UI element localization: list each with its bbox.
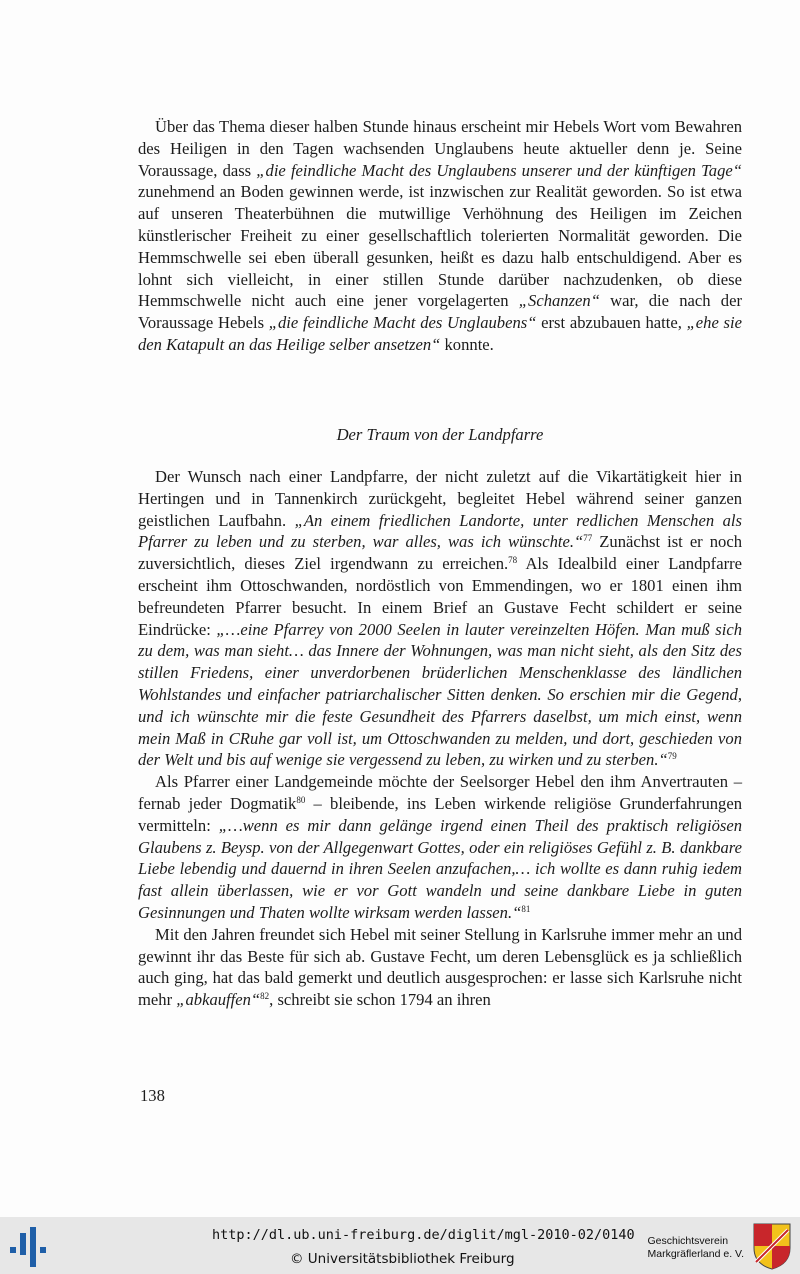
body-text-section <box>138 466 742 1011</box>
quotation: „ehe sie den Katapult an das Heilige selber ansetzen“ <box>138 313 742 354</box>
copyright-notice: © Universitätsbibliothek Freiburg <box>290 1251 515 1267</box>
society-line: Markgräflerland e. V. <box>647 1248 744 1260</box>
quotation: „An einem friedlichen Landorte, unter redlichen Menschen als Pfarrer zu leben und zu sterben, war alles, was ich wünschte.“ <box>138 510 742 552</box>
quotation: „die feindliche Macht des Unglaubens“ <box>268 313 537 333</box>
footnote-ref: 79 <box>667 751 677 762</box>
section-heading: Der Traum von der Landpfarre <box>336 425 544 444</box>
permalink-url[interactable]: http://dl.ub.uni-freiburg.de/diglit/mgl-2010-02/0140 <box>212 1227 635 1243</box>
paragraph <box>138 466 742 771</box>
society-name <box>648 1235 745 1261</box>
footnote-ref: 78 <box>508 555 518 566</box>
text-run: , schreibt sie schon 1794 an ihren <box>269 990 491 1010</box>
footnote-ref: 82 <box>260 991 270 1002</box>
quotation: „…wenn es mir dann gelänge irgend einen Theil des praktisch religiösen Glaubens z. Beysp. von der Allgegenwart Gottes, oder ein religiöses Gefühl z. B. dankbare Liebe lebendig und dauernd in ihren Seelen anzufachen,… ich wollte es dann ruhig iedem fast allein überlassen, wie er vor Gott wandeln und seine dankbare Liebe in guten Gesinnungen und Thaten wollte wirksam werden lassen.“ <box>138 815 742 922</box>
body-text-top <box>138 116 742 356</box>
text-run: Mit den Jahren freundet sich Hebel mit seiner Stellung in Karlsruhe immer mehr an und gewinnt ihr das Beste für sich ab. Gustave Fecht, um deren Lebensglück es ja schließlich auch ging, hat das bald gemerkt und deutlich ausgesprochen: er lasse sich Karlsruhe nicht mehr <box>138 924 742 1010</box>
coat-of-arms-icon[interactable] <box>752 1222 792 1270</box>
quotation: „abkauffen“ <box>176 990 261 1010</box>
text-run: Als Idealbild einer Landpfarre erscheint ihm Ottoschwanden, nordöstlich von Emmendingen, wo er 1801 einen ihm befreundeten Pfarrer besucht. In einem Brief an Gustave Fecht schildert er seine Eindrücke: <box>138 554 742 639</box>
text-run: Der Wunsch nach einer Landpfarre, der nicht zuletzt auf die Vikartätigkeit hier in Hertingen und in Tannenkirch zurückgeht, begleitet Hebel während seiner ganzen geistlichen Laufbahn. <box>138 467 742 530</box>
footnote-ref: 80 <box>296 794 306 805</box>
quotation: „Schanzen“ <box>518 291 600 311</box>
text-run: Zunächst ist er noch zuversichtlich, dieses Ziel irgendwann zu erreichen. <box>138 532 742 574</box>
paragraph <box>138 116 742 356</box>
paragraph <box>138 771 742 924</box>
quotation: „die feindliche Macht des Unglaubens unserer und der künftigen Tage“ <box>256 160 742 180</box>
quotation: „…eine Pfarrey von 2000 Seelen in lauter vereinzelten Höfen. Man muß sich zu dem, was man sieht… das Innere der Wohnungen, was man nicht sieht, als den Sitz des stillen Friedens, einer unverdorbenen brüderlichen Menschenklasse des ländlichen Wohlstandes und einfacher patriarchalischer Sitten denken. So erschien mir die Gegend, und ich wünschte mir die feste Gesundheit des Pfarrers daselbst, um mich einst, wenn mein Maß in CRuhe gar voll ist, um Ottoschwanden zu melden, und dort, geschieden von der Welt und bis auf wenige sie vergessend zu leben, zu wirken und zu sterben.“ <box>138 619 743 770</box>
text-run: Über das Thema dieser halben Stunde hinaus erscheint mir Hebels Wort vom Bewahren des Heiligen in den Tagen wachsenden Unglaubens heute aktueller denn je. Seine Voraussage, dass <box>138 117 742 180</box>
page-number: 138 <box>140 1086 165 1105</box>
text-run: Als Pfarrer einer Landgemeinde möchte der Seelsorger Hebel den ihm Anvertrauten – fernab jeder Dogmatik <box>138 772 742 813</box>
society-line: Geschichtsverein <box>647 1235 729 1247</box>
text-run: war, die nach der Voraussage Hebels <box>138 291 742 333</box>
paragraph <box>138 924 742 1011</box>
text-run: konnte. <box>440 334 494 354</box>
text-run: – bleibende, ins Leben wirkende religiöse Grunderfahrungen vermitteln: <box>138 793 743 835</box>
footnote-ref: 81 <box>521 903 531 914</box>
text-run: zunehmend an Boden gewinnen werde, ist inzwischen zur Realität geworden. So ist etwa auf unseren Theaterbühnen die mutwillige Verhöhnung des Heiligen im Zeichen künstlerischer Freiheit zu einer gesellschaftlich tolerierten Normalität geworden. Die Hemmschwelle sei eben überall gesunken, heißt es dazu halb entschuldigend. Aber es lohnt sich vielleicht, in einer stillen Stunde darüber nachzudenken, ob diese Hemmschwelle nicht auch eine jener vorgelagerten <box>138 182 742 311</box>
text-run: erst abzubauen hatte, <box>536 313 687 333</box>
ub-freiburg-logo-icon[interactable] <box>10 1227 52 1267</box>
footnote-ref: 77 <box>583 533 593 544</box>
viewer-footer <box>0 1217 800 1274</box>
